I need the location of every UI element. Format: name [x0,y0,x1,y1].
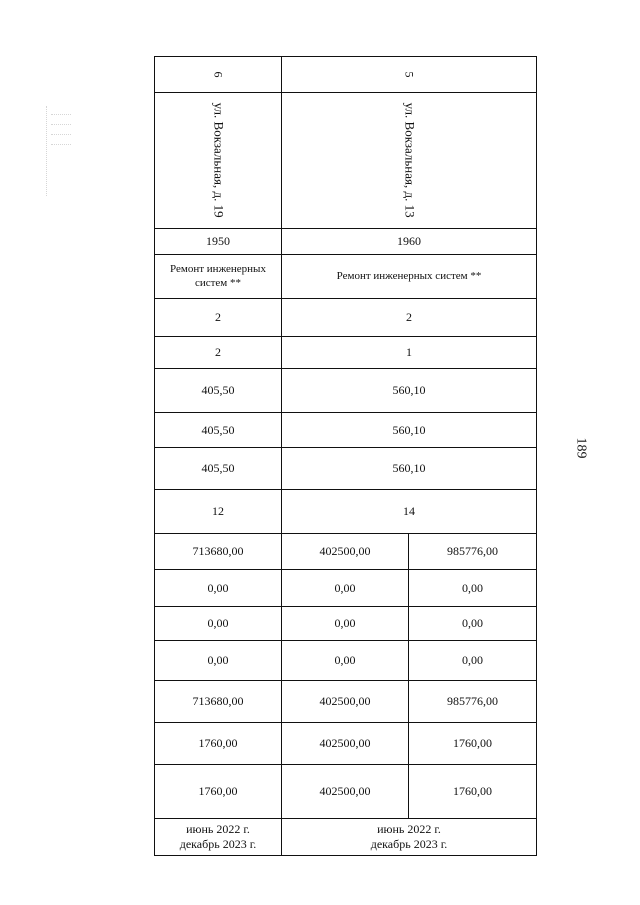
cell-cost-budget-left: 0,00 [155,607,282,640]
cell-year-left: 1950 [155,229,282,254]
period-left-start: июнь 2022 г. [186,822,250,836]
cell-cost-total-right-b: 985776,00 [447,544,498,558]
table-row-value-a [155,299,536,337]
cell-cost-local-right-b: 0,00 [462,653,483,667]
cell-unit-cost-right-b: 1760,00 [453,736,492,750]
cell-cost-owners-left: 713680,00 [155,681,282,722]
cell-value-b-left: 2 [155,337,282,368]
table-row-residents [155,490,536,534]
cell-period-left [155,819,282,855]
cell-period-right [282,819,536,855]
cell-residents-left: 12 [155,490,282,533]
repair-table [154,56,537,856]
cell-cost-budget-right-a: 0,00 [282,607,409,640]
table-row-address [155,93,536,229]
period-right-start: июнь 2022 г. [377,822,441,836]
table-row-work-type [155,255,536,299]
cell-unit-limit-left: 1760,00 [155,765,282,818]
cell-area-2-left: 405,50 [155,413,282,447]
cell-cost-owners-right-a: 402500,00 [282,681,409,722]
cell-cost-total-left: 713680,00 [155,534,282,569]
cell-number-right [282,57,536,92]
table-row-area-1 [155,369,536,413]
cell-value-a-left: 2 [155,299,282,336]
cell-year-right: 1960 [397,234,421,248]
table-row-cost-owners [155,681,536,723]
table-row-numbers [155,57,536,93]
cell-unit-limit-right-b: 1760,00 [453,784,492,798]
cell-cost-fund-right-a: 0,00 [282,570,409,606]
cell-cost-total-right-a: 402500,00 [282,534,409,569]
table-row-value-b [155,337,536,369]
cell-work-right: Ремонт инженерных систем ** [336,269,482,282]
table-row-cost-fund [155,570,536,607]
address-right-text: ул. Вокзальная, д. 13 [402,103,418,218]
faint-stamp-mark [46,106,87,196]
cell-cost-fund-right-b: 0,00 [462,580,483,595]
cell-area-2-right: 560,10 [392,422,426,437]
cell-unit-limit-right-a: 402500,00 [282,765,409,818]
cell-residents-right: 14 [403,504,415,518]
table-row-cost-budget [155,607,536,641]
page-number: 189 [573,437,589,459]
cell-cost-local-left: 0,00 [155,641,282,680]
cell-work-left [155,255,282,298]
table-row-cost-total [155,534,536,570]
number-left-text: 6 [211,71,226,78]
cell-unit-cost-left: 1760,00 [155,723,282,764]
work-left-text: Ремонт инженерных систем ** [170,262,266,289]
cell-area-3-left: 405,50 [155,448,282,489]
cell-area-1-left: 405,50 [155,369,282,412]
cell-cost-owners-right-b: 985776,00 [447,694,498,708]
table-row-area-2 [155,413,536,448]
table-row-year [155,229,536,255]
number-right-text: 5 [402,71,417,78]
cell-number-left [155,57,282,92]
cell-value-b-right: 1 [406,345,412,359]
address-left-text: ул. Вокзальная, д. 19 [211,103,227,218]
cell-cost-fund-left: 0,00 [155,570,282,606]
period-left-end: декабрь 2023 г. [179,837,257,851]
cell-area-3-right: 560,10 [392,461,426,475]
cell-cost-budget-right-b: 0,00 [462,616,483,630]
cell-unit-cost-right-a: 402500,00 [282,723,409,764]
table-row-area-3 [155,448,536,490]
cell-value-a-right: 2 [406,310,412,324]
table-row-cost-local [155,641,536,681]
period-right-end: декабрь 2023 г. [370,837,448,851]
table-row-period [155,819,536,855]
cell-address-right [282,93,536,228]
cell-area-1-right: 560,10 [392,383,426,397]
table-row-unit-cost [155,723,536,765]
table-row-unit-limit [155,765,536,819]
cell-address-left [155,93,282,228]
cell-cost-local-right-a: 0,00 [282,641,409,680]
